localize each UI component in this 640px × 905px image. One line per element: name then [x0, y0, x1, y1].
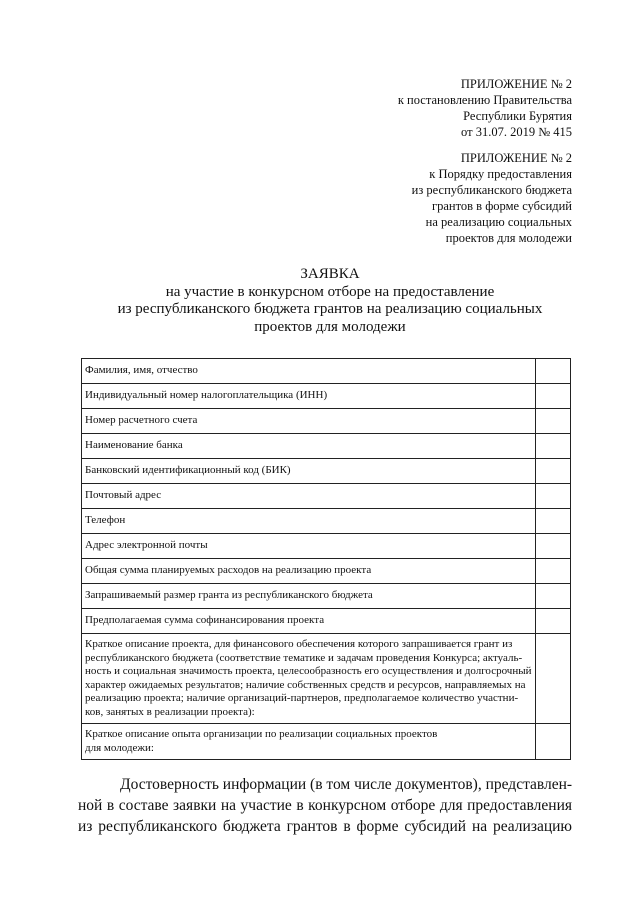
- value-cell[interactable]: [535, 534, 570, 559]
- row-label: Банковский идентификационный код (БИК): [82, 459, 536, 484]
- row-label: Запрашиваемый размер гранта из республиканского бюджета: [82, 584, 536, 609]
- closing-paragraph: [78, 774, 572, 837]
- value-cell[interactable]: [535, 359, 570, 384]
- table-row-full-name: [82, 359, 571, 384]
- table-row-account-number: [82, 409, 571, 434]
- appendix-line: Республики Бурятия: [463, 109, 572, 123]
- value-cell[interactable]: [535, 459, 570, 484]
- application-form-table: [81, 358, 571, 760]
- appendix-line: ПРИЛОЖЕНИЕ № 2: [460, 77, 572, 91]
- row-label: Краткое описание проекта, для финансового обеспечения которого запрашивается грант из республиканского бюджета (соответствие тематике и задачам проведения Конкурса; актуаль- ность и социальная значимость проекта, целесообразность его осуществления и долгосрочный характер ожидаемых результатов; наличие собственных средств и ресурсов, направляемых на реализацию проекта; наличие организаций-партнеров, предполагаемое количество участни- ков, занятых в реализации проекта):: [82, 634, 536, 724]
- appendix-line: к постановлению Правительства: [397, 93, 572, 107]
- title-line: из республиканского бюджета грантов на реализацию социальных: [117, 301, 543, 317]
- row-label: Краткое описание опыта организации по реализации социальных проектов для молодежи:: [82, 724, 536, 760]
- table-row-email: [82, 534, 571, 559]
- row-label: Предполагаемая сумма софинансирования проекта: [82, 609, 536, 634]
- paragraph-line: Достоверность информации (в том числе документов), представлен-: [120, 776, 573, 793]
- appendix-line: на реализацию социальных: [425, 215, 572, 229]
- title-heading: ЗАЯВКА: [300, 266, 360, 282]
- table-row-total-costs: [82, 559, 571, 584]
- paragraph-line: ной в составе заявки на участие в конкурсном отборе для предоставления: [78, 797, 572, 814]
- table-row-experience-description: [82, 724, 571, 760]
- table-row-cofinancing: [82, 609, 571, 634]
- appendix-line: проектов для молодежи: [445, 231, 572, 245]
- table-row-bank-name: [82, 434, 571, 459]
- title-line: проектов для молодежи: [254, 318, 406, 335]
- appendix-header-procedure: [412, 150, 572, 246]
- value-cell[interactable]: [535, 559, 570, 584]
- row-label: Наименование банка: [82, 434, 536, 459]
- row-label: Адрес электронной почты: [82, 534, 536, 559]
- appendix-line: от 31.07. 2019 № 415: [461, 125, 572, 139]
- table-row-phone: [82, 509, 571, 534]
- table-row-bik: [82, 459, 571, 484]
- row-label: Индивидуальный номер налогоплательщика (ИНН): [82, 384, 536, 409]
- paragraph-line: из республиканского бюджета грантов в форме субсидий на реализацию: [78, 818, 572, 835]
- value-cell[interactable]: [535, 634, 570, 724]
- appendix-line: из республиканского бюджета: [411, 183, 572, 197]
- value-cell[interactable]: [535, 384, 570, 409]
- value-cell[interactable]: [535, 509, 570, 534]
- value-cell[interactable]: [535, 584, 570, 609]
- value-cell[interactable]: [535, 484, 570, 509]
- appendix-header-resolution: [398, 76, 572, 140]
- table-row-postal-address: [82, 484, 571, 509]
- title-line: на участие в конкурсном отборе на предоставление: [165, 283, 495, 300]
- value-cell[interactable]: [535, 434, 570, 459]
- value-cell[interactable]: [535, 724, 570, 760]
- appendix-line: к Порядку предоставления: [429, 167, 572, 181]
- table-row-project-description: [82, 634, 571, 724]
- application-title: [90, 266, 570, 336]
- row-label: Фамилия, имя, отчество: [82, 359, 536, 384]
- row-label: Номер расчетного счета: [82, 409, 536, 434]
- row-label: Почтовый адрес: [82, 484, 536, 509]
- value-cell[interactable]: [535, 609, 570, 634]
- row-label: Телефон: [82, 509, 536, 534]
- table-row-inn: [82, 384, 571, 409]
- appendix-line: грантов в форме субсидий: [431, 199, 572, 213]
- appendix-line: ПРИЛОЖЕНИЕ № 2: [460, 151, 572, 165]
- row-label: Общая сумма планируемых расходов на реализацию проекта: [82, 559, 536, 584]
- value-cell[interactable]: [535, 409, 570, 434]
- table-row-requested-grant: [82, 584, 571, 609]
